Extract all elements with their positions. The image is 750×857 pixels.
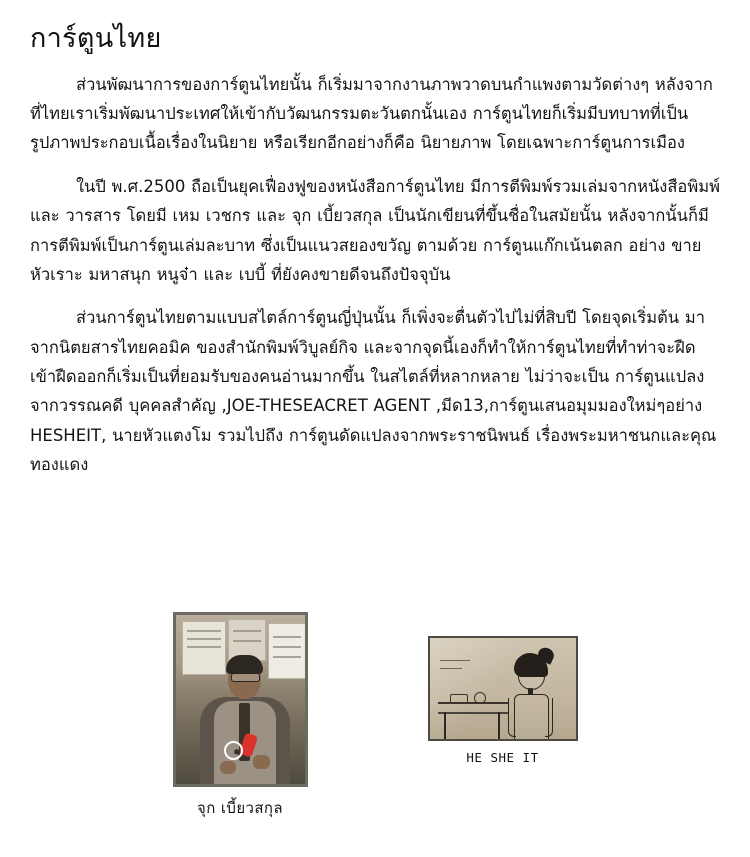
paragraph-1-text: ส่วนพัฒนาการของการ์ตูนไทยนั้น ก็เริ่มมาจากงานภาพวาดบนกำแพงตามวัดต่างๆ หลังจากที่ไทยเราเริ่มพัฒนาประเทศให้เข้ากับวัฒนกรรมตะวันตกนั้นเอง การ์ตูนไทยก็เริ่มมีบทบาทที่เป็นรูปภาพประกอบเนื้อเรื่องในนิยาย หรือเรียกอีกอย่างก็คือ นิยายภาพ โดยเฉพาะการ์ตูนการเมือง	[30, 74, 713, 153]
sketch-hesheit	[428, 636, 578, 741]
sketch-table-leg	[444, 712, 446, 740]
sketch-line	[440, 660, 470, 661]
paragraph-1	[30, 70, 720, 158]
figure-caption-sketch: HE SHE IT	[466, 750, 539, 765]
person-hair	[226, 655, 263, 674]
highlight-circle-icon	[224, 741, 243, 760]
paragraph-2-text: ในปี พ.ศ.2500 ถือเป็นยุคเฟื่องฟูของหนังสือการ์ตูนไทย มีการตีพิมพ์รวมเล่มจากหนังสือพิมพ์ และ วารสาร โดยมี เหม เวชกร และ จุก เบี้ยวสกุล เป็นนักเขียนที่ขึ้นชื่อในสมัยนั้น หลังจากนั้นก็มีการตีพิมพ์เป็นการ์ตูนเล่มละบาท ซึ่งเป็นแนวสยองขวัญ ตามด้วย การ์ตูนแก๊กเน้นตลก อย่าง ขายหัวเราะ มหาสนุก หนูจ๋า และ เบบี้ ที่ยังคงขายดีจนถึงปัจจุบัน	[30, 176, 720, 284]
sketch-table	[438, 702, 508, 704]
glasses-icon	[231, 673, 260, 682]
sketch-character-torso	[514, 694, 549, 741]
figure-row	[0, 612, 750, 820]
paragraph-2	[30, 172, 720, 289]
wall-poster-icon	[182, 621, 226, 675]
sketch-object-bowl	[474, 692, 486, 704]
wall-poster-icon	[268, 623, 306, 679]
figure-sketch	[428, 636, 578, 765]
person-hand	[253, 755, 270, 769]
paragraph-3	[30, 303, 720, 479]
sketch-character-arm	[545, 698, 553, 737]
person-hand	[220, 761, 236, 774]
figure-photo	[173, 612, 308, 820]
paragraph-3-text: ส่วนการ์ตูนไทยตามแบบสไตล์การ์ตูนญี่ปุ่นนั้น ก็เพิ่งจะตื่นตัวไปไม่ที่สิบปี โดยจุดเริ่มต้น มาจากนิตยสารไทยคอมิค ของสำนักพิมพ์วิบูลย์กิจ และจากจุดนี้เองก็ทำให้การ์ตูนไทยที่ทำท่าจะฝืดเข้าฝืดออกก็เริ่มเป็นที่ยอมรับของคนอ่านมากขึ้น ในสไตล์ที่หลากหลาย ไม่ว่าจะเป็น การ์ตูนแปลงจากวรรณคดี บุคคลสำคัญ ,JOE-THESEACRET AGENT ,มีด13,การ์ตูนเสนอมุมมองใหม่ๆอย่าง HESHEIT, นายหัวแตงโม รวมไปถึง การ์ตูนดัดแปลงจากพระราชนิพนธ์ เรื่องพระมหาชนกและคุณทองแดง	[30, 308, 717, 475]
page-title: การ์ตูนไทย	[30, 23, 162, 54]
sketch-character-hair	[514, 653, 548, 677]
sketch-table-leg	[498, 712, 500, 740]
photo-image	[176, 615, 305, 784]
sketch-object-box	[450, 694, 468, 704]
sketch-image	[430, 638, 576, 739]
sketch-character-arm	[508, 698, 516, 737]
photo-jook-biewsakul	[173, 612, 308, 787]
figure-caption-photo: จุก เบี้ยวสกุล	[197, 799, 283, 817]
sketch-line	[440, 668, 462, 669]
